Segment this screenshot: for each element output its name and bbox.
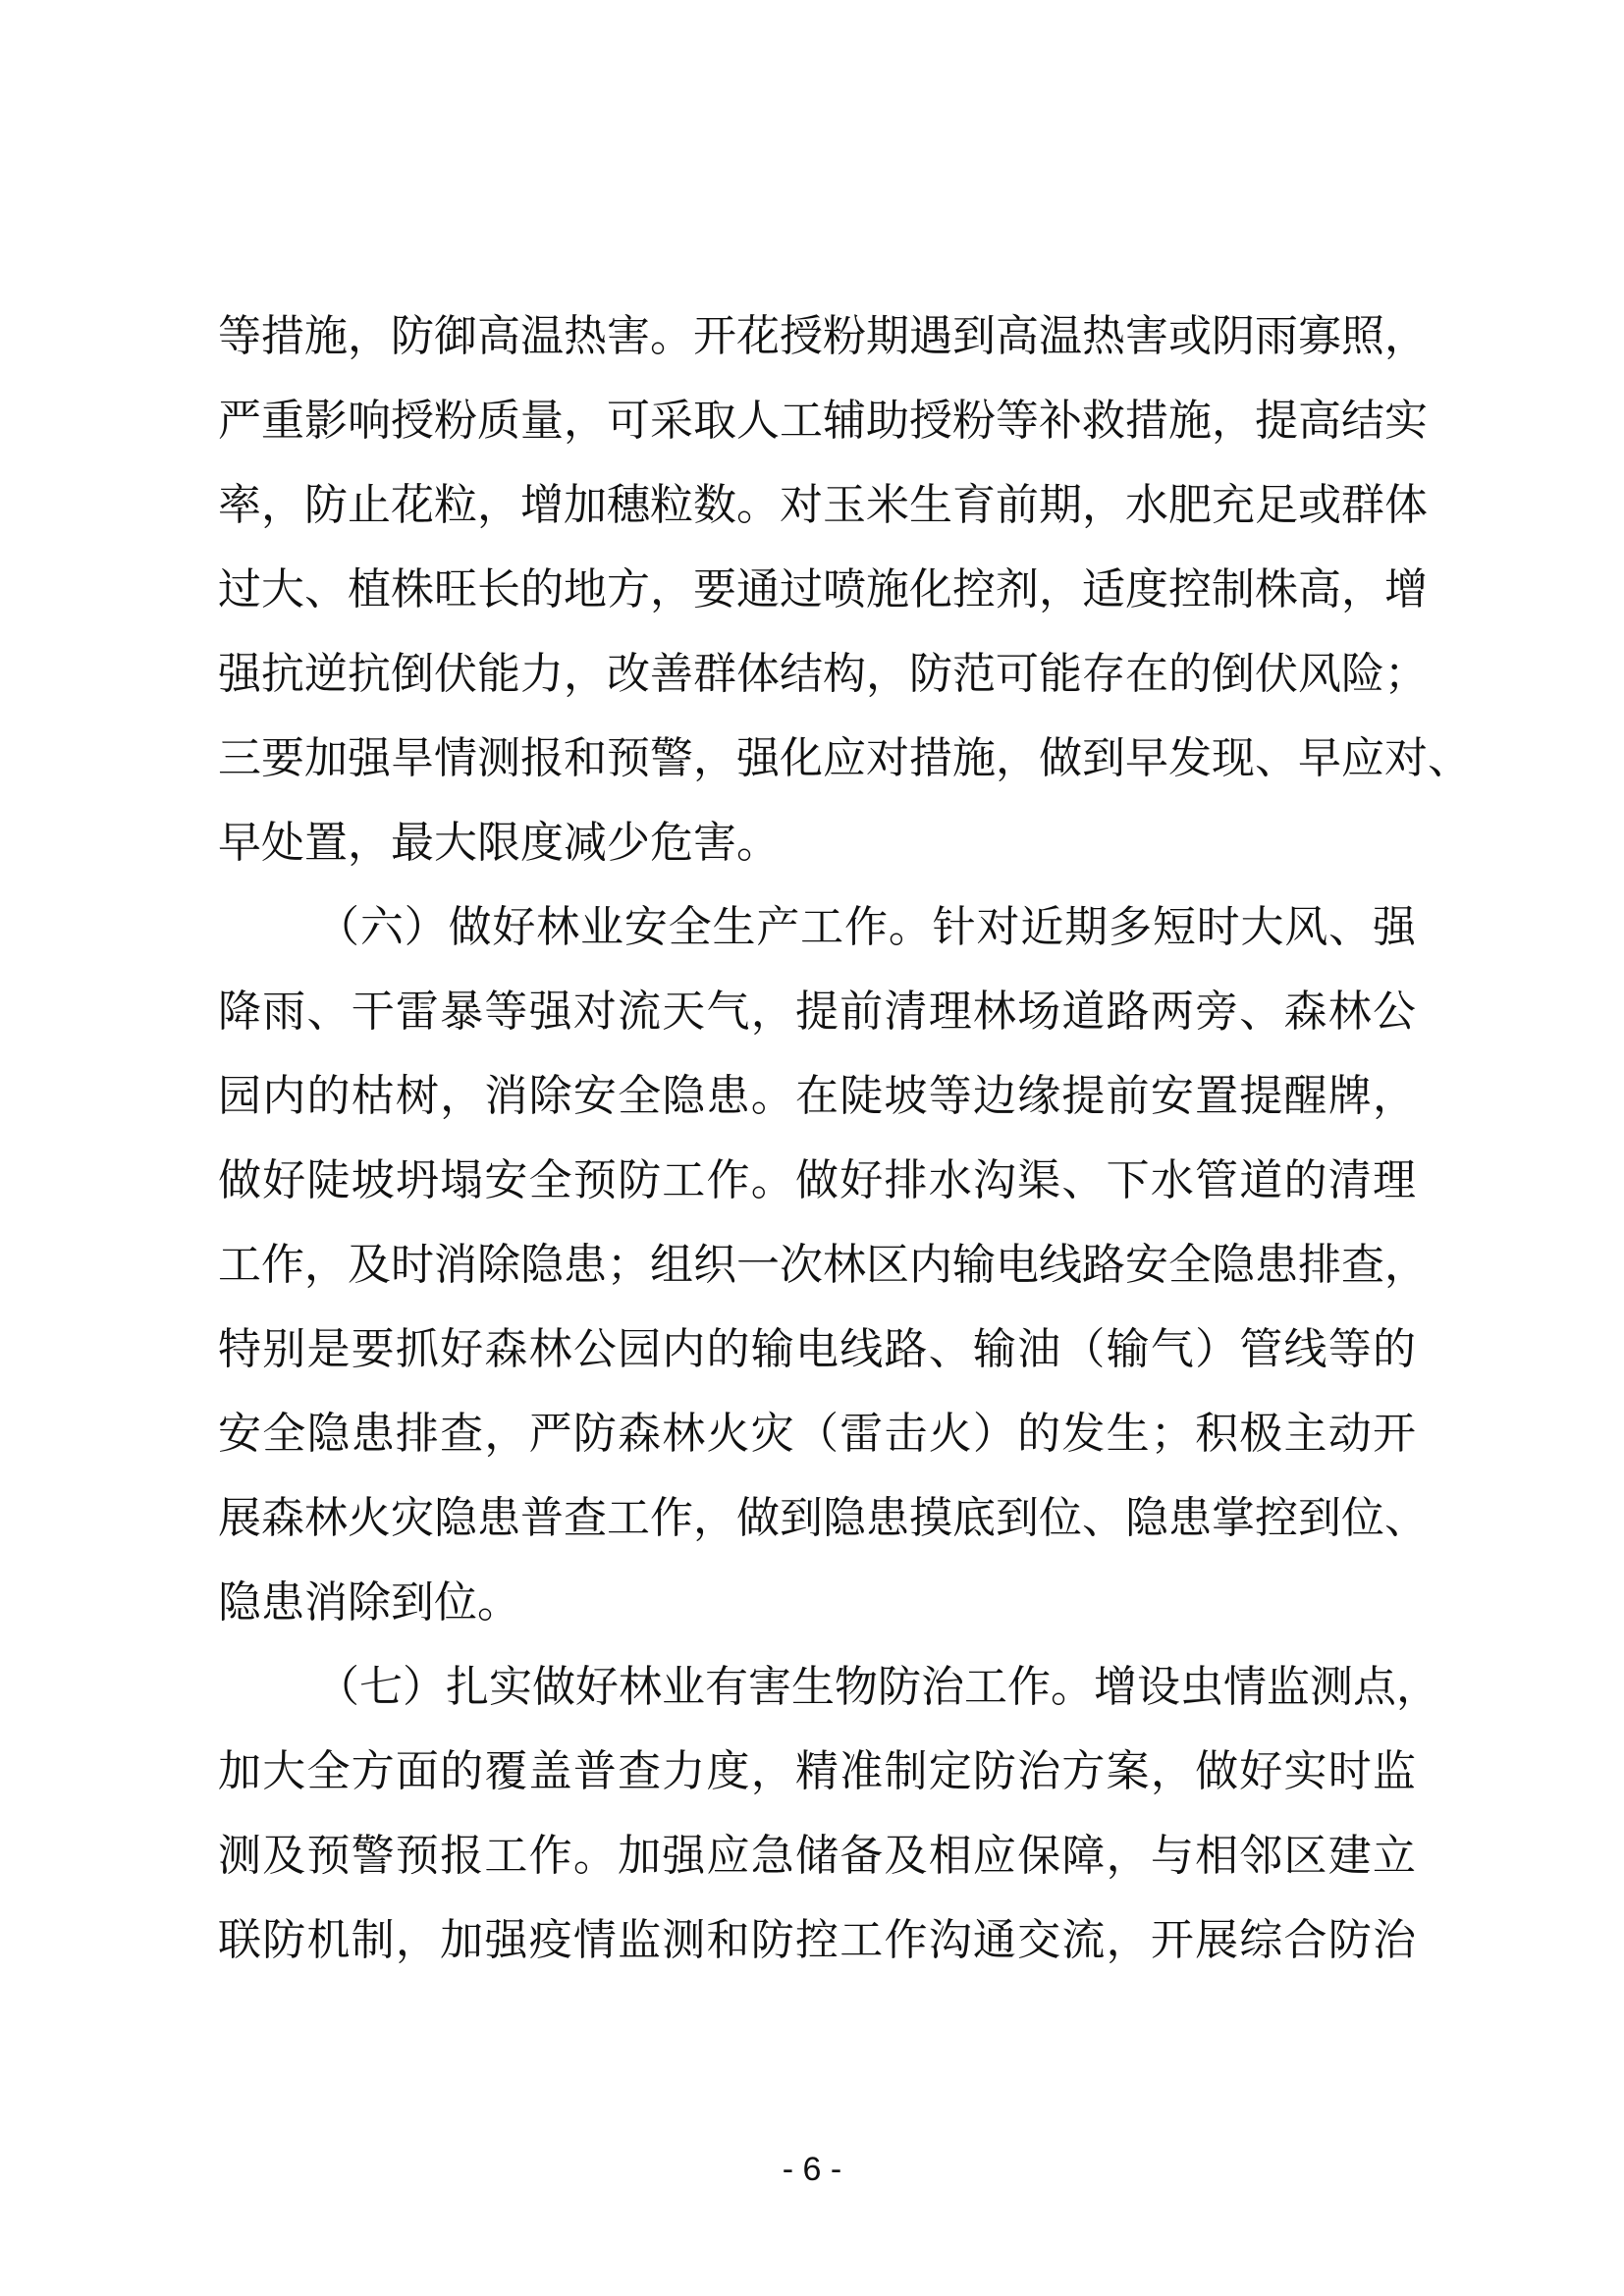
- text-line: 特别是要抓好森林公园内的输电线路、输油（输气）管线等的: [218, 1324, 1416, 1374]
- text-line: 率，防止花粒，增加穗粒数。对玉米生育前期，水肥充足或群体: [218, 480, 1428, 530]
- text-line: 早处置，最大限度减少危害。: [218, 818, 780, 868]
- page-number: - 6 -: [782, 2151, 842, 2188]
- text-line: 过大、植株旺长的地方，要通过喷施化控剂，适度控制株高，增: [218, 564, 1428, 614]
- text-line: 严重影响授粉质量，可采取人工辅助授粉等补救措施，提高结实: [218, 396, 1428, 446]
- text-line: 联防机制，加强疫情监测和防控工作沟通交流，开展综合防治: [218, 1915, 1416, 1965]
- body-text: [218, 294, 1471, 1983]
- text-line: 工作，及时消除隐患；组织一次林区内输电线路安全隐患排查，: [218, 1240, 1428, 1290]
- text-line: 强抗逆抗倒伏能力，改善群体结构，防范可能存在的倒伏风险；: [218, 649, 1428, 699]
- text-line: 降雨、干雷暴等强对流天气，提前清理林场道路两旁、森林公: [218, 987, 1416, 1037]
- section-heading-line: （七）扎实做好林业有害生物防治工作。增设虫情监测点，: [316, 1662, 1439, 1712]
- text-line: 园内的枯树，消除安全隐患。在陡坡等边缘提前安置提醒牌，: [218, 1071, 1416, 1121]
- text-line: 安全隐患排查，严防森林火灾（雷击火）的发生；积极主动开: [218, 1409, 1416, 1459]
- text-line: 加大全方面的覆盖普查力度，精准制定防治方案，做好实时监: [218, 1746, 1416, 1796]
- text-line: 等措施，防御高温热害。开花授粉期遇到高温热害或阴雨寡照，: [218, 311, 1428, 361]
- text-line: 三要加强旱情测报和预警，强化应对措施，做到早发现、早应对、: [218, 733, 1471, 783]
- section-heading-line: （六）做好林业安全生产工作。针对近期多短时大风、强: [316, 902, 1416, 952]
- text-line: 展森林火灾隐患普查工作，做到隐患摸底到位、隐患掌控到位、: [218, 1493, 1428, 1543]
- text-line: 做好陡坡坍塌安全预防工作。做好排水沟渠、下水管道的清理: [218, 1155, 1416, 1205]
- text-line: 测及预警预报工作。加强应急储备及相应保障，与相邻区建立: [218, 1831, 1416, 1881]
- text-line: 隐患消除到位。: [218, 1577, 520, 1628]
